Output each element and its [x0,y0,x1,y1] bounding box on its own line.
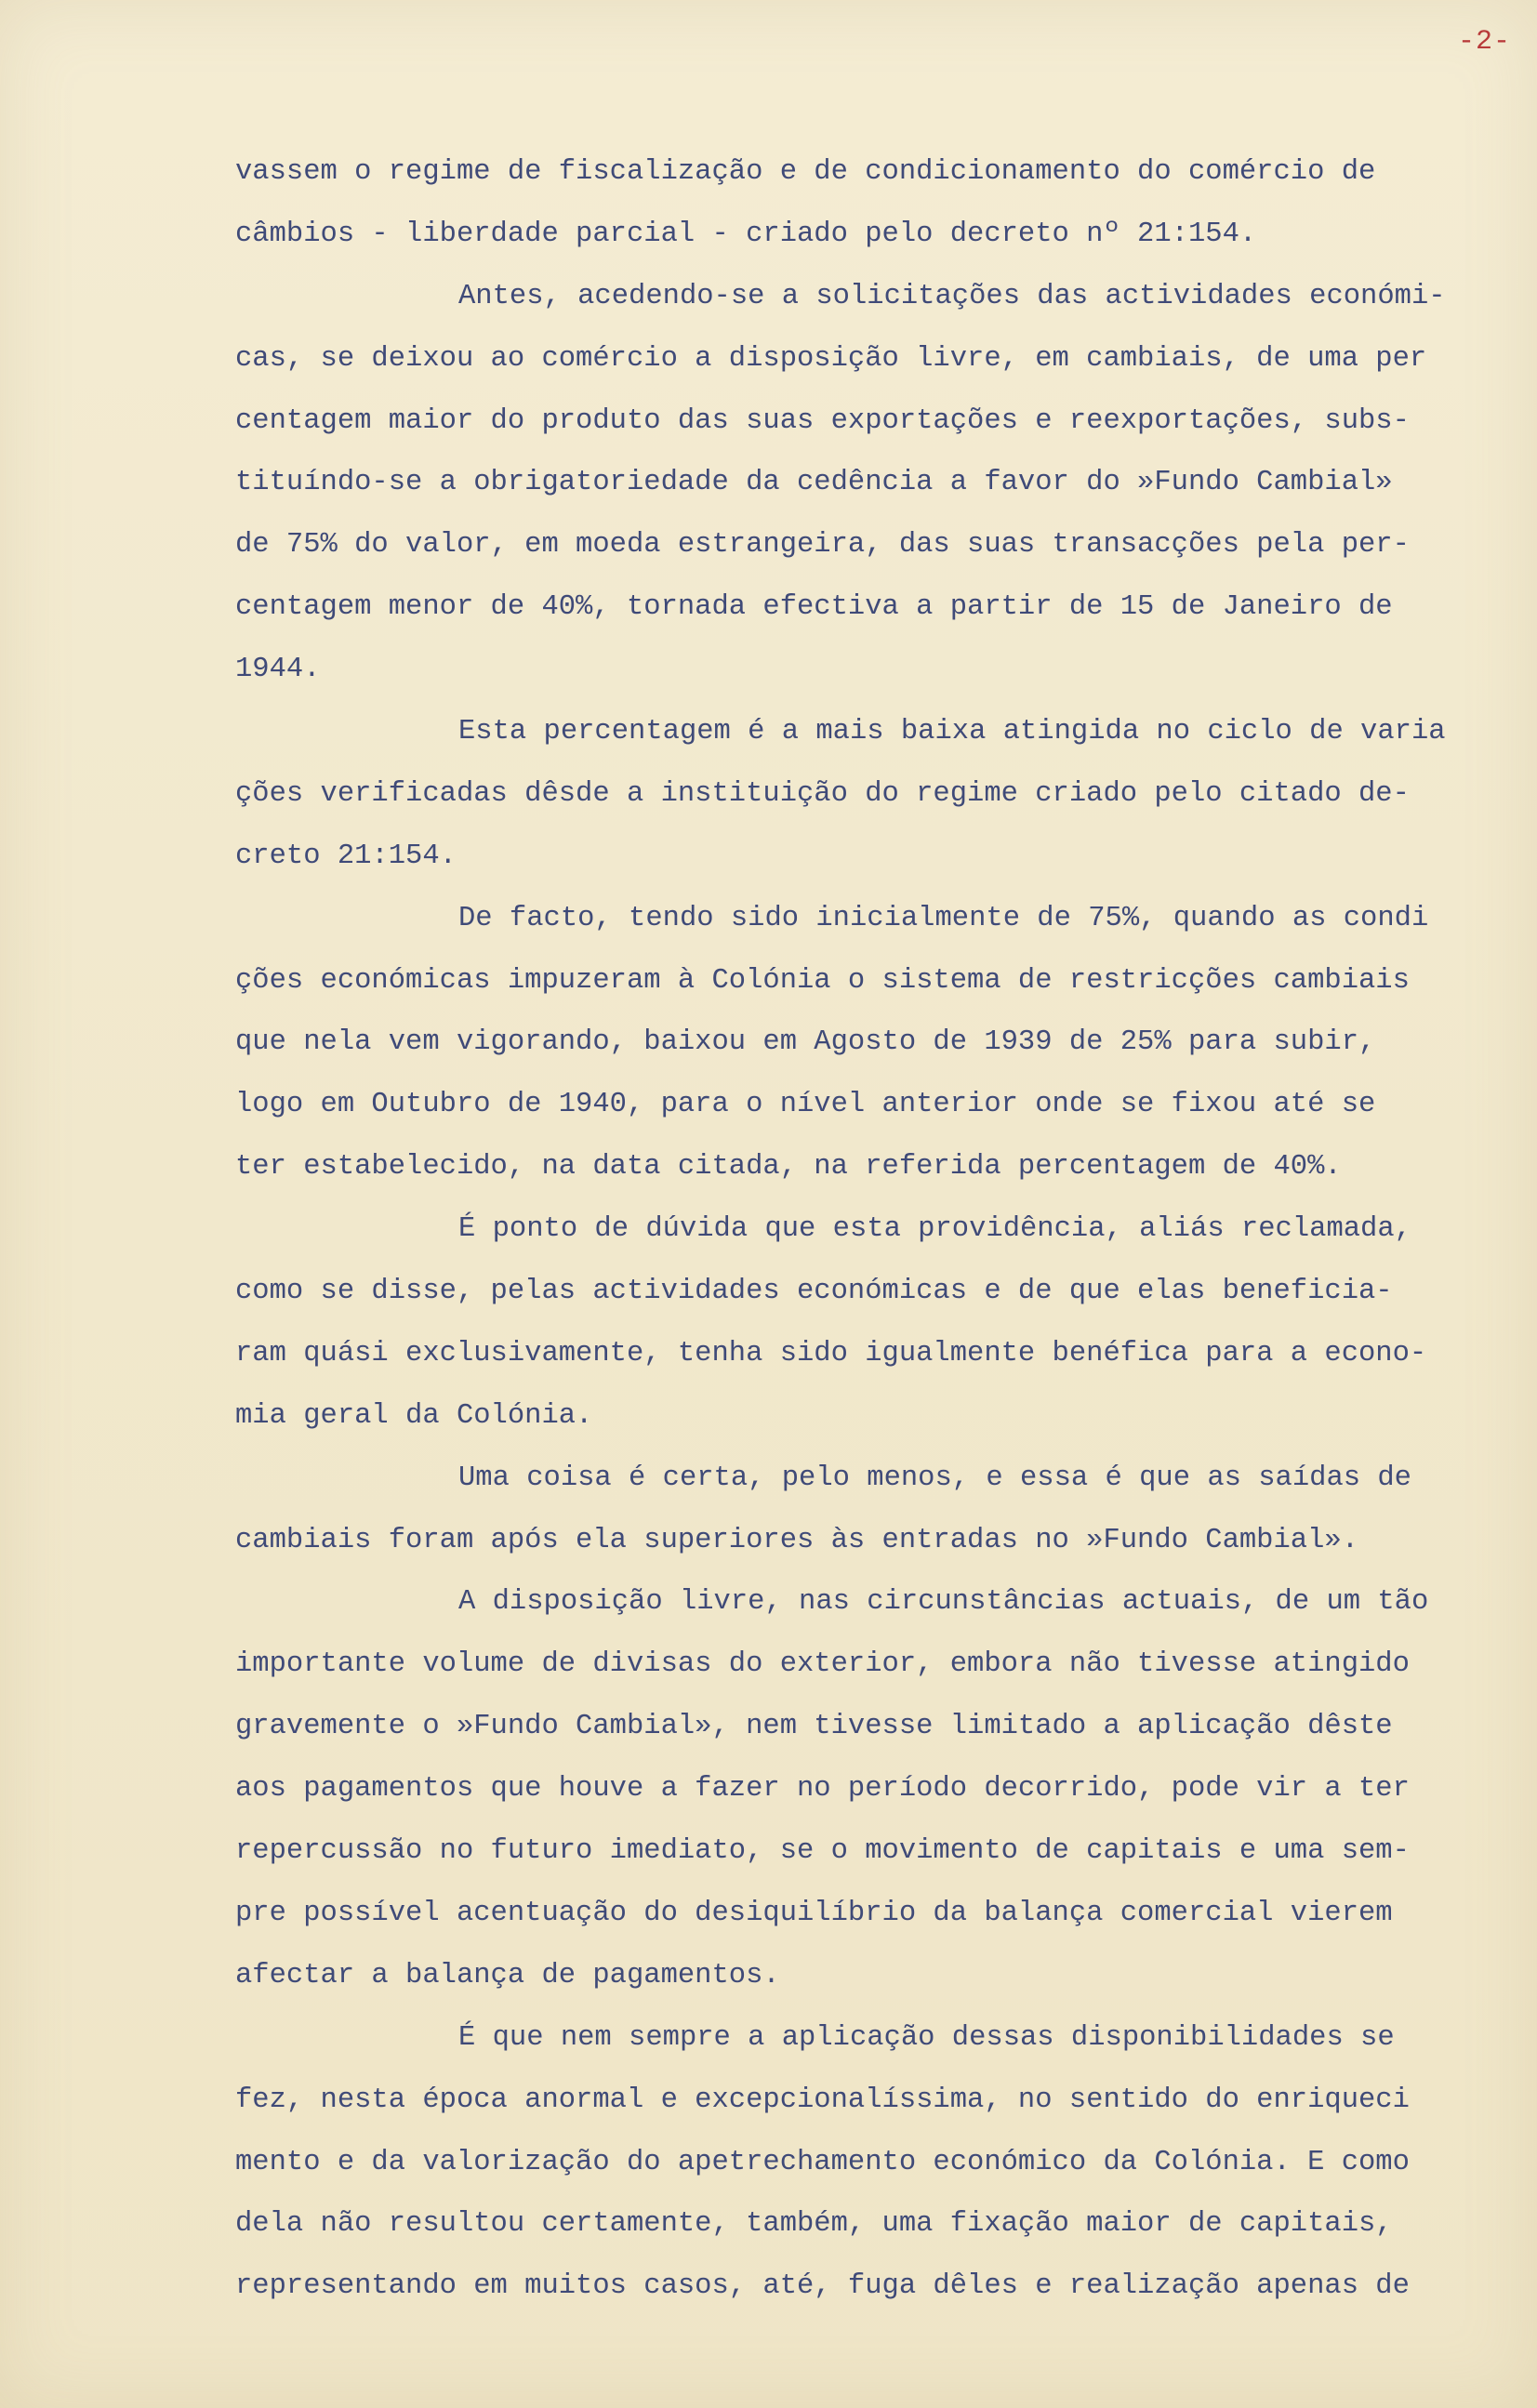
paragraph-first-line: Uma coisa é certa, pelo menos, e essa é que as saídas de [458,1462,1411,1494]
text-line: centagem maior do produto das suas exportações e reexportações, subs- [235,404,1410,437]
text-line: cambiais foram após ela superiores às entradas no »Fundo Cambial». [235,1524,1358,1556]
page-number: -2- [1457,26,1511,58]
text-line: de 75% do valor, em moeda estrangeira, das suas transacções pela per- [235,529,1410,562]
text-line: ram quási exclusivamente, tenha sido igualmente benéfica para a econo- [235,1337,1427,1369]
text-line: mento e da valorização do apetrechamento económico da Colónia. E como [235,2146,1410,2178]
paragraph-first-line: É que nem sempre a aplicação dessas disponibilidades se [458,2021,1395,2054]
paragraph-first-line: Esta percentagem é a mais baixa atingida no ciclo de varia [458,716,1446,748]
text-line: como se disse, pelas actividades económicas e de que elas beneficia- [235,1276,1393,1308]
text-line: 1944. [235,654,321,686]
paragraph-first-line: É ponto de dúvida que esta providência, aliás reclamada, [458,1213,1411,1246]
text-line: vassem o regime de fiscalização e de condicionamento do comércio de [235,156,1376,188]
text-line: mia geral da Colónia. [235,1399,593,1432]
document-body [235,141,1518,2318]
paragraph-first-line: Antes, acedendo-se a solicitações das actividades económi- [458,280,1446,312]
paragraph-first-line: A disposição livre, nas circunstâncias actuais, de um tão [458,1586,1429,1619]
text-line: gravemente o »Fundo Cambial», nem tivesse limitado a aplicação dêste [235,1711,1393,1743]
text-line: fez, nesta época anormal e excepcionalíssima, no sentido do enriqueci [235,2084,1410,2116]
text-line: afectar a balança de pagamentos. [235,1959,780,1991]
text-line: importante volume de divisas do exterior, embora não tivesse atingido [235,1648,1410,1681]
text-line: creto 21:154. [235,840,457,872]
text-line: pre possível acentuação do desiquilíbrio da balança comercial vierem [235,1897,1393,1929]
text-line: ções verificadas dêsde a instituição do regime criado pelo citado de- [235,777,1410,810]
text-line: representando em muitos casos, até, fuga dêles e realização apenas de [235,2270,1410,2303]
text-line: ter estabelecido, na data citada, na referida percentagem de 40%. [235,1151,1342,1184]
text-line: dela não resultou certamente, também, uma fixação maior de capitais, [235,2208,1393,2241]
paragraph-first-line: De facto, tendo sido inicialmente de 75%, quando as condi [458,902,1429,934]
text-line: cas, se deixou ao comércio a disposição livre, em cambiais, de uma per [235,342,1427,375]
text-line: centagem menor de 40%, tornada efectiva a partir de 15 de Janeiro de [235,591,1393,624]
text-line: repercussão no futuro imediato, se o movimento de capitais e uma sem- [235,1835,1410,1868]
text-line: tituíndo-se a obrigatoriedade da cedência a favor do »Fundo Cambial» [235,467,1393,499]
text-line: que nela vem vigorando, baixou em Agosto de 1939 de 25% para subir, [235,1026,1376,1059]
text-line: aos pagamentos que houve a fazer no período decorrido, pode vir a ter [235,1773,1410,1806]
text-line: logo em Outubro de 1940, para o nível anterior onde se fixou até se [235,1089,1376,1121]
text-line: ções económicas impuzeram à Colónia o sistema de restricções cambiais [235,964,1410,997]
text-line: câmbios - liberdade parcial - criado pelo decreto nº 21:154. [235,218,1257,250]
